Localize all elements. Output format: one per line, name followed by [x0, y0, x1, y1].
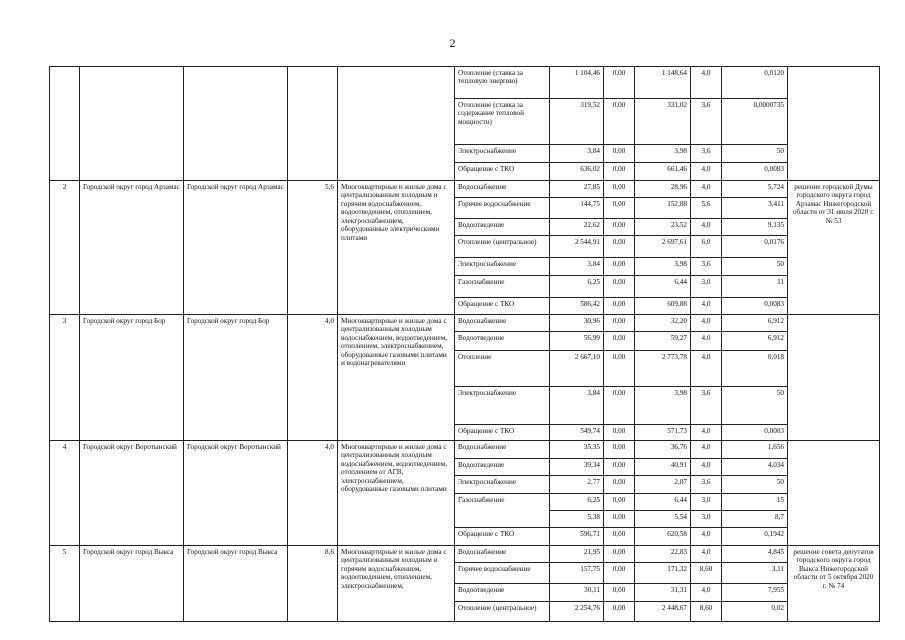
service-cell: Обращение с ТКО: [455, 298, 550, 315]
value-cell: 4,0: [691, 219, 722, 236]
document-cell: [788, 441, 880, 546]
value-cell: 144,75: [550, 198, 604, 219]
value-cell: 2 697,61: [635, 236, 691, 258]
housing-type-cell: Многоквартирные и жилые дома с централизованным холодным водоснабжением, водоотведением, отоплением, электроснабжением, оборудованные газовыми плитами и водонагревателями: [338, 315, 455, 441]
value-cell: 3,84: [550, 387, 604, 425]
value-cell: 5,38: [550, 511, 604, 528]
value-cell: 3,6: [691, 258, 722, 276]
service-cell: Электроснабжение: [455, 258, 550, 276]
value-cell: 0,00: [604, 425, 635, 441]
value-cell: 0,00: [604, 441, 635, 459]
value-cell: 620,58: [635, 528, 691, 546]
value-cell: 0,00: [604, 298, 635, 315]
value-cell: 8,60: [691, 602, 722, 622]
district-cell: Городской округ город Выкса: [80, 546, 184, 622]
service-cell: Электроснабжение: [455, 476, 550, 494]
value-cell: 3,6: [691, 99, 722, 145]
value-cell: 23,52: [635, 219, 691, 236]
value-cell: 0,00: [604, 546, 635, 563]
housing-type-cell: Многоквартирные и жилые дома с централизованным холодным и горячим водоснабжением, водоотведением, отоплением, электроснабжением, оборудованные электрическими плитами: [338, 181, 455, 315]
service-cell: Отопление: [455, 351, 550, 387]
value-cell: 0,00: [604, 602, 635, 622]
value-cell: 6,25: [550, 276, 604, 298]
value-cell: 1 148,64: [635, 67, 691, 99]
service-cell: Электроснабжение: [455, 145, 550, 163]
value-cell: 0,0120: [722, 67, 788, 99]
value-cell: 22,62: [550, 219, 604, 236]
value-cell: 4,0: [691, 163, 722, 181]
value-cell: 661,46: [635, 163, 691, 181]
document-cell: решение городской Думы городского округа город Арзамас Нижегородской области от 31 июля 2020 г. № 53: [788, 181, 880, 315]
value-cell: 2,77: [550, 476, 604, 494]
value-cell: 40,91: [635, 459, 691, 476]
district-cell: [80, 67, 184, 181]
value-cell: 0,00: [604, 476, 635, 494]
service-cell: Обращение с ТКО: [455, 163, 550, 181]
value-cell: 4,0: [691, 546, 722, 563]
value-cell: 0,00: [604, 584, 635, 602]
value-cell: 596,71: [550, 528, 604, 546]
value-cell: 50: [722, 387, 788, 425]
value-cell: 2 773,78: [635, 351, 691, 387]
service-cell: Горячее водоснабжение: [455, 563, 550, 584]
value-cell: 3,0: [691, 494, 722, 511]
value-cell: 0,00: [604, 315, 635, 332]
table-row: [50, 315, 880, 332]
value-cell: 171,32: [635, 563, 691, 584]
value-cell: 6,25: [550, 494, 604, 511]
service-cell: Отопление (центральное): [455, 602, 550, 622]
district-cell: Городской округ город Бор: [80, 315, 184, 441]
value-cell: 1,656: [722, 441, 788, 459]
value-cell: 0,0000735: [722, 99, 788, 145]
value-cell: 2,87: [635, 476, 691, 494]
value-cell: 586,42: [550, 298, 604, 315]
housing-type-cell: [338, 67, 455, 181]
percent-cell: [288, 67, 338, 181]
percent-cell: 4,0: [288, 315, 338, 441]
value-cell: 0,1942: [722, 528, 788, 546]
value-cell: 4,845: [722, 546, 788, 563]
service-cell: Газоснабжение: [455, 494, 550, 528]
value-cell: 6,912: [722, 315, 788, 332]
value-cell: 0,0176: [722, 236, 788, 258]
service-cell: Газоснабжение: [455, 276, 550, 298]
municipality-cell: Городской округ город Арзамас: [184, 181, 288, 315]
value-cell: 28,96: [635, 181, 691, 198]
row-number-cell: 3: [50, 315, 80, 441]
percent-cell: 5,6: [288, 181, 338, 315]
value-cell: 31,31: [635, 584, 691, 602]
value-cell: 4,0: [691, 181, 722, 198]
value-cell: 0,00: [604, 181, 635, 198]
value-cell: 0,02: [722, 602, 788, 622]
value-cell: 4,0: [691, 441, 722, 459]
value-cell: 0,00: [604, 258, 635, 276]
value-cell: 0,00: [604, 387, 635, 425]
service-cell: Отопление (центральное): [455, 236, 550, 258]
value-cell: 2 254,76: [550, 602, 604, 622]
value-cell: 9,135: [722, 219, 788, 236]
value-cell: 331,02: [635, 99, 691, 145]
value-cell: 0,00: [604, 351, 635, 387]
value-cell: 30,11: [550, 584, 604, 602]
document-cell: решение совета депутатов городского округа город Выкса Нижегородской области от 5 октября 2020 г. № 74: [788, 546, 880, 622]
value-cell: 0,00: [604, 494, 635, 511]
service-cell: Электроснабжение: [455, 387, 550, 425]
value-cell: 6,912: [722, 332, 788, 351]
value-cell: 36,76: [635, 441, 691, 459]
value-cell: 50: [722, 476, 788, 494]
value-cell: 4,0: [691, 351, 722, 387]
service-cell: Водоснабжение: [455, 546, 550, 563]
service-cell: Водоснабжение: [455, 441, 550, 459]
document-cell: [788, 67, 880, 181]
value-cell: 0,00: [604, 528, 635, 546]
value-cell: 0,00: [604, 198, 635, 219]
value-cell: 6,44: [635, 494, 691, 511]
value-cell: 6,44: [635, 276, 691, 298]
row-number-cell: 2: [50, 181, 80, 315]
service-cell: Водоотведение: [455, 459, 550, 476]
housing-type-cell: Многоквартирные и жилые дома с централизованным холодным и горячим водоснабжением, водоотведением, отоплением, электроснабжением,: [338, 546, 455, 622]
value-cell: 3,411: [722, 198, 788, 219]
municipality-cell: Городской округ город Бор: [184, 315, 288, 441]
service-cell: Обращение с ТКО: [455, 528, 550, 546]
service-cell: Отопление (ставка за тепловую энергию): [455, 67, 550, 99]
value-cell: 0,00: [604, 219, 635, 236]
table-row: [50, 546, 880, 563]
row-number-cell: 5: [50, 546, 80, 622]
value-cell: 3,84: [550, 145, 604, 163]
service-cell: Горячее водоснабжение: [455, 198, 550, 219]
service-cell: Водоотведение: [455, 332, 550, 351]
value-cell: 59,27: [635, 332, 691, 351]
value-cell: 6,0: [691, 236, 722, 258]
value-cell: 7,955: [722, 584, 788, 602]
table-row: [50, 67, 880, 99]
value-cell: 0,00: [604, 276, 635, 298]
value-cell: 4,0: [691, 425, 722, 441]
value-cell: 4,034: [722, 459, 788, 476]
value-cell: 0,00: [604, 563, 635, 584]
value-cell: 0,00: [604, 145, 635, 163]
value-cell: 609,88: [635, 298, 691, 315]
value-cell: 35,35: [550, 441, 604, 459]
value-cell: 39,34: [550, 459, 604, 476]
value-cell: 3,0: [691, 276, 722, 298]
value-cell: 3,98: [635, 145, 691, 163]
value-cell: 21,95: [550, 546, 604, 563]
service-cell: Водоснабжение: [455, 315, 550, 332]
percent-cell: 4,0: [288, 441, 338, 546]
value-cell: 4,0: [691, 459, 722, 476]
value-cell: 4,0: [691, 584, 722, 602]
service-cell: Водоснабжение: [455, 181, 550, 198]
service-cell: Отопление (ставка за содержание тепловой мощности): [455, 99, 550, 145]
table-row: [50, 441, 880, 459]
value-cell: 0,00: [604, 163, 635, 181]
value-cell: 3,98: [635, 258, 691, 276]
value-cell: 0,00: [604, 67, 635, 99]
value-cell: 319,52: [550, 99, 604, 145]
value-cell: 0,0083: [722, 425, 788, 441]
value-cell: 152,88: [635, 198, 691, 219]
value-cell: 1 104,46: [550, 67, 604, 99]
value-cell: 636,02: [550, 163, 604, 181]
service-cell: Обращение с ТКО: [455, 425, 550, 441]
row-number-cell: [50, 67, 80, 181]
page-number: 2: [449, 36, 456, 50]
value-cell: 5,6: [691, 198, 722, 219]
value-cell: 3,6: [691, 145, 722, 163]
value-cell: 4,0: [691, 332, 722, 351]
value-cell: 0,00: [604, 236, 635, 258]
district-cell: Городской округ Воротынский: [80, 441, 184, 546]
value-cell: 8,60: [691, 563, 722, 584]
value-cell: 2 448,67: [635, 602, 691, 622]
tariff-table: [49, 66, 880, 622]
value-cell: 571,73: [635, 425, 691, 441]
value-cell: 0,0083: [722, 298, 788, 315]
value-cell: 0,00: [604, 332, 635, 351]
value-cell: 27,85: [550, 181, 604, 198]
value-cell: 3,98: [635, 387, 691, 425]
value-cell: 0,00: [604, 511, 635, 528]
value-cell: 4,0: [691, 528, 722, 546]
row-number-cell: 4: [50, 441, 80, 546]
value-cell: 3,84: [550, 258, 604, 276]
value-cell: 11: [722, 276, 788, 298]
value-cell: 0,018: [722, 351, 788, 387]
municipality-cell: Городской округ город Выкса: [184, 546, 288, 622]
value-cell: 157,75: [550, 563, 604, 584]
value-cell: 2 544,91: [550, 236, 604, 258]
value-cell: 32,20: [635, 315, 691, 332]
municipality-cell: [184, 67, 288, 181]
value-cell: 549,74: [550, 425, 604, 441]
value-cell: 22,83: [635, 546, 691, 563]
district-cell: Городской округ город Арзамас: [80, 181, 184, 315]
value-cell: 3,11: [722, 563, 788, 584]
service-cell: Водоотведение: [455, 219, 550, 236]
value-cell: 4,0: [691, 298, 722, 315]
service-cell: Водоотведение: [455, 584, 550, 602]
value-cell: 15: [722, 494, 788, 511]
value-cell: 50: [722, 258, 788, 276]
percent-cell: 8,6: [288, 546, 338, 622]
document-cell: [788, 315, 880, 441]
value-cell: 5,54: [635, 511, 691, 528]
value-cell: 0,0083: [722, 163, 788, 181]
value-cell: 0,00: [604, 459, 635, 476]
value-cell: 8,7: [722, 511, 788, 528]
value-cell: 3,0: [691, 511, 722, 528]
value-cell: 4,0: [691, 67, 722, 99]
value-cell: 3,6: [691, 387, 722, 425]
municipality-cell: Городской округ Воротынский: [184, 441, 288, 546]
value-cell: 2 667,10: [550, 351, 604, 387]
value-cell: 0,00: [604, 99, 635, 145]
value-cell: 56,99: [550, 332, 604, 351]
value-cell: 3,6: [691, 476, 722, 494]
table-row: [50, 181, 880, 198]
value-cell: 5,724: [722, 181, 788, 198]
housing-type-cell: Многоквартирные и жилые дома с централизованным холодным водоснабжением, водоотведением, отоплением от АГВ, электроснабжением, оборудованные газовыми плитами: [338, 441, 455, 546]
value-cell: 30,96: [550, 315, 604, 332]
value-cell: 50: [722, 145, 788, 163]
value-cell: 4,0: [691, 315, 722, 332]
